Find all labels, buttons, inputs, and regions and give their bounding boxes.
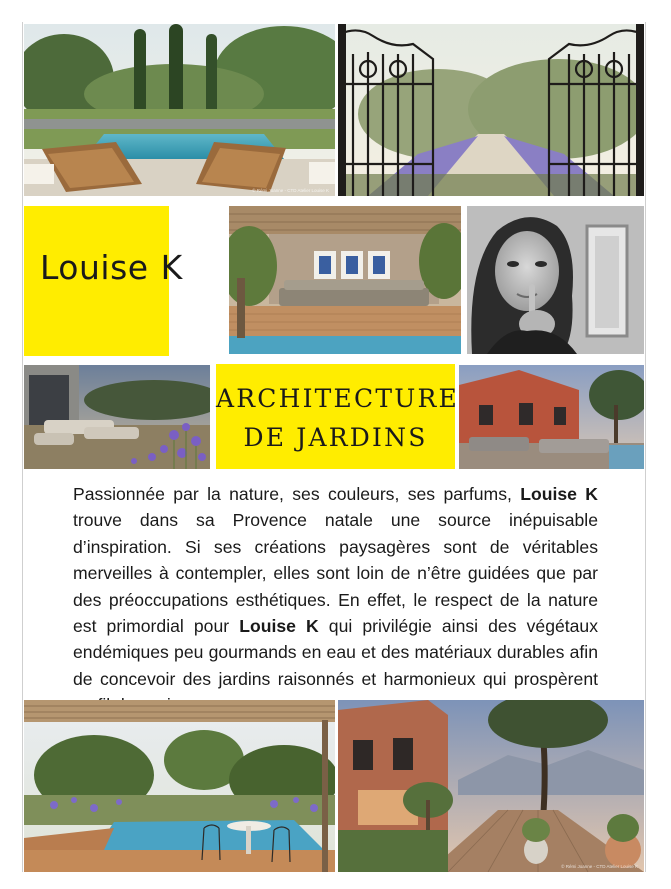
body-part-1: Passionnée par la nature, ses couleurs, ses parfums, bbox=[73, 484, 512, 504]
brand-last-name: K bbox=[160, 248, 183, 287]
body-part-3: qui privilégie ainsi des végétaux endémiques peu gourmands en eau et des matériaux durables afin de concevoir des jardins raisonnés et harmonieux qui prospèrent bbox=[73, 616, 599, 689]
article-body bbox=[73, 481, 598, 719]
photo-credit: © Rémi Joanne - CTD Atelier Louise K bbox=[561, 864, 638, 869]
brand-name bbox=[40, 248, 183, 287]
photo-pool-sunbeds bbox=[24, 24, 335, 196]
photo-pergola-pool bbox=[24, 700, 335, 872]
designer-name-1: Louise K bbox=[520, 484, 599, 504]
photo-villa-terrace bbox=[459, 365, 644, 469]
photo-credit: © Rémi Joanne - CTD Atelier Louise K bbox=[252, 188, 329, 193]
photo-pergola-lounge bbox=[229, 206, 461, 354]
photo-garden-lounge bbox=[24, 365, 210, 469]
designer-name-2: Louise K bbox=[239, 616, 319, 637]
photo-deck-mountain bbox=[338, 700, 644, 872]
brand-first-name: Louise bbox=[40, 248, 149, 287]
title-line-2: DE JARDINS bbox=[243, 423, 428, 452]
photo-iron-gate bbox=[338, 24, 644, 196]
title-line-1: ARCHITECTURE bbox=[216, 384, 459, 413]
photo-portrait bbox=[467, 206, 644, 354]
body-part-2: trouve dans sa Provence natale une source inépuisable d’inspiration. Si ses créations paysagères sont de véritables merveilles à contempler, elles sont loin de n’être guidées que par des préoccupations esthétiques. En effet, le respect de la nature est primordial pour bbox=[73, 510, 598, 637]
title-box bbox=[216, 364, 459, 469]
